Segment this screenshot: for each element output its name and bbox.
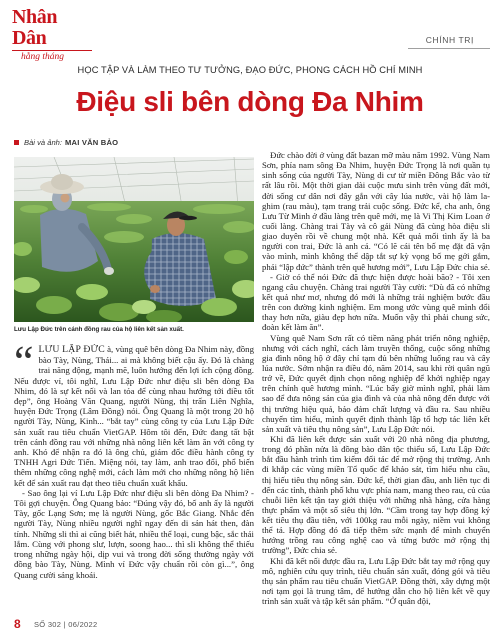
byline-bullet-icon	[14, 140, 19, 145]
publication-logo	[12, 7, 92, 63]
byline-prefix: Bài và ảnh:	[24, 138, 62, 147]
body-paragraph: Khi đã liên kết được sản xuất với 20 nhà nông địa phương, trong đó phần nửa là đồng bào dân tộc thiểu số, Lưu Lập Đức bắt đầu hành trình tìm kiếm đối tác để mở rộng thị trường. Anh đi khắp các vùng miền Tổ quốc để khảo sát, tìm hiểu nhu cầu, thị hiếu tiêu thụ nông sản. Đức kể, thời gian đầu, anh liên tục đi đến các tỉnh, thành phố khu vực phía nam, mang theo rau, củ của chuỗi liên kết tận tay giới thiệu với những nhà hàng, cửa hàng thực phẩm và một số siêu thị lớn. “Cầm trong tay hợp đồng ký kết tiêu thụ đầu tiên, với 100kg rau mỗi ngày, niềm vui không thể tả. Hợp đồng đó đã tiếp thêm sức mạnh để mình chuyển hướng trồng rau công nghệ cao và từng bước mở rộng thị trường”, Đức chia sẻ.	[262, 433, 490, 556]
article-title: Điệu sli bên dòng Đa Nhim	[76, 86, 424, 117]
page-number: 8	[14, 617, 21, 631]
body-paragraph: Đức chào đời ở vùng đất bazan mỡ màu năm 1992. Vùng Nam Sơn, phía nam sông Đa Nhim, huyện Đức Trọng là nơi quần tụ sinh sống của người Tày, Nùng di cư từ miền Đông Bắc vào từ rất lâu rồi. Một thời gian dài cuộc mưu sinh trên vùng đất mới, đời sống cư dân nơi đây gắn với cây lúa nước, vài hộ làm la-ghim (rau màu), tạm trang trải cuộc sống. Đức kể, cha anh, ông Lưu Từ Minh ở đầu làng trên quê mới, mẹ là Vi Thị Kim Loan ở cuối làng. Chàng trai Tày và cô gái Nùng đã cùng hòa điệu sli giao duyên rồi về chung một nhà. Kết quả mối tình ấy là ba người con trai, Đức là anh cả. “Có lẽ cái tên bố mẹ đặt đã vận vào mình, mình không thể dập tắt sự kỳ vọng bố mẹ gởi gắm, phải “lập đức” thành trên quê hương mới”, Lưu Lập Đức chia sẻ.	[262, 150, 490, 272]
body-paragraph: Khi đã kết nối được đầu ra, Lưu Lập Đức bắt tay mở rộng quy mô, nghiên cứu quy trình, tiêu chuẩn sản xuất, đóng gói và tiêu thụ sản phẩm rau tiêu chuẩn VietGAP. Đồng thời, xây dựng một nơi tạm gọi là trung tâm, để hướng dẫn cho hộ liên kết về quy trình sản xuất và tập kết sản phẩm. “Ở quân đội,	[262, 555, 490, 607]
right-column	[262, 150, 490, 612]
photo-caption: Lưu Lập Đức trên cánh đồng rau của hộ liên kết sản xuất.	[14, 326, 184, 333]
body-paragraph: - Sao ông lại ví Lưu Lập Đức như điệu sli bên dòng Đa Nhim? - Tôi gợi chuyện. Ông Quang bảo: “Đúng vậy đó, bố anh ấy là người Tày, gốc Lạng Sơn; mẹ là người Nùng, gốc Bắc Giang. Nhắc đến người Tày, Nùng nhiều người nghĩ ngay đến di sản hát then, đàn tính. Những sli thì ai cũng biết hát, nhiều thể loại, cung bậc, sắc thái lắm. Cùng với phong slư, lượn, soong hao... thì sli không thể thiếu trong những ngày hội, dịp vui và trong đời sống thường ngày với đồng bào Tày, Nùng. Mình ví Đức vậy chuẩn rồi còn gì...”, ông Quang cười sảng khoái.	[14, 487, 254, 580]
issue-info: SỐ 302 | 06/2022	[34, 620, 98, 629]
section-divider	[408, 48, 490, 49]
article-kicker: HỌC TẬP VÀ LÀM THEO TƯ TƯỞNG, ĐẠO ĐỨC, PHONG CÁCH HỒ CHÍ MINH	[77, 65, 423, 75]
byline-author: MAI VĂN BẢO	[65, 138, 119, 147]
opening-quote-mark: “	[14, 344, 34, 386]
byline	[14, 138, 118, 147]
left-column	[14, 344, 254, 606]
lead-paragraph	[14, 344, 254, 488]
lead-caps: LƯU LẬP ĐỨC	[38, 344, 105, 355]
body-paragraph: - Giờ có thể nói Đức đã thực hiện được hoài bão? - Tôi xen ngang câu chuyện. Chàng trai người Tày cười: “Dù đã có những kết quả như mơ, nhưng đó mới là những trải nghiệm bước đầu trên con đường kinh nghiệm. Em mong ước vùng quê mình đổi thay hơn nữa, giàu đẹp hơn nữa. Muốn vậy thì phải chung sức, đoàn kết làm ăn”.	[262, 271, 490, 333]
section-label: CHÍNH TRỊ	[425, 35, 474, 45]
logo-wordmark: Nhân Dân	[12, 7, 92, 51]
article-photo	[14, 157, 254, 322]
body-paragraph: Vùng quê Nam Sơn rất có tiềm năng phát triển nông nghiệp, nhưng với cách nghĩ, cách làm truyền thống, cuộc sống những gia đình nông hộ ở đây chỉ tạm đủ bên những luống rau và cây lúa nước. Sớm nhận ra điều đó, năm 2014, sau khi rời quân ngũ trở về, Đức quyết định chọn nông nghiệp để khởi nghiệp ngay trên chính quê hương mình. “Lúc bấy giờ mình nghĩ, phải làm sao để đưa nông sản của gia đình và của nhà nông đến được với thị trường hiệu quả, bảo đảm chất lượng và đầu ra. Sau nhiều chuyến tìm hiểu, mình quyết định thành lập tổ hợp tác liên kết sản xuất và tiêu thụ nông sản”, Lưu Lập Đức nói.	[262, 332, 490, 434]
lead-paragraph-text: à, vùng quê bên dòng Đa Nhim này, đồng bào Tày, Nùng, Thái... ai mà không biết cậu ấy. Đó là chàng trai năng động, mạnh mẽ, luôn hướng đến lợi ích cộng đồng. Nếu được ví, tôi nghĩ, Lưu Lập Đức như điệu sli bên dòng Đa Nhim, đó là sự kết nối và lan tỏa để cùng nhau hướng tới điều tốt đẹp”, ông Hoàng Văn Quang, người Nùng, thị trấn Liên Nghĩa, huyện Đức Trọng (Lâm Đồng) nói. Ông Quang là một trong 20 hộ người Tày, Nùng, Kinh... “bắt tay” cùng công ty của Lưu Lập Đức sản xuất rau tiêu chuẩn VietGAP. Hôm tôi đến, Đức đang tất bật trên cánh đồng rau với những nhà nông liên kết làm ăn với công ty anh. Khó để nhận ra đó là ông chủ, giám đốc điều hành công ty TNHH Agri Đức Tiến. Miệng nói, tay làm, anh trao đổi, phổ biến thêm những công nghệ mới, cách làm mới cho những nông hộ liên kết để sản xuất rau đạt theo tiêu chuẩn xuất khẩu.	[14, 344, 254, 488]
logo-subtitle: hằng tháng	[21, 52, 65, 62]
